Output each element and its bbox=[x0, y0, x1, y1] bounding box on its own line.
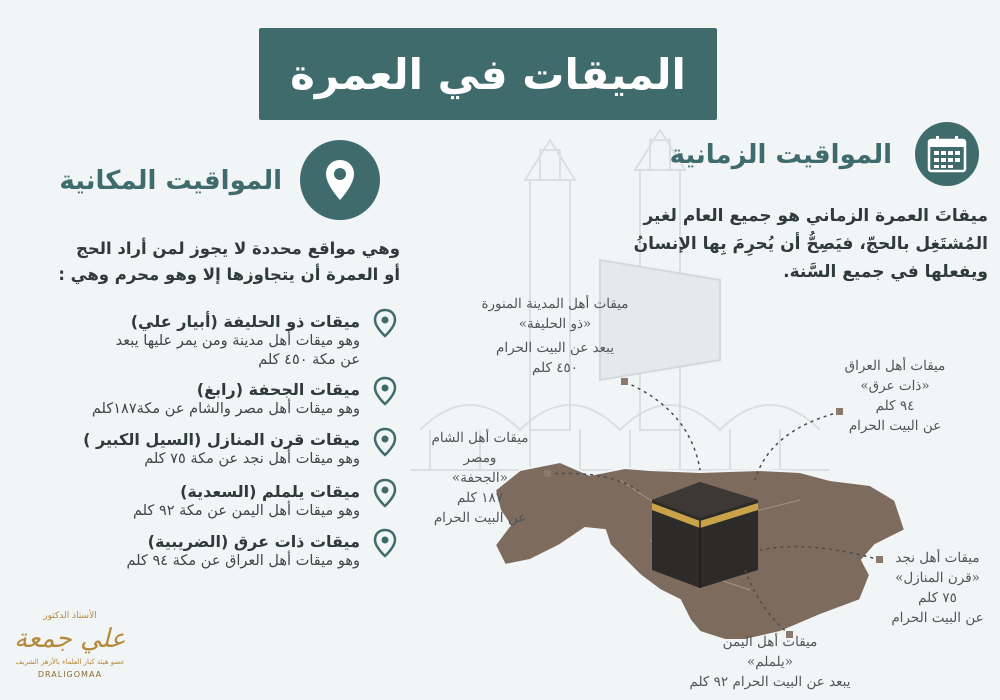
page-title: الميقات في العمرة bbox=[290, 49, 686, 99]
temporal-line: ميقاتَ العمرة الزماني هو جميع العام لغير bbox=[643, 206, 988, 226]
map-label-yemen bbox=[680, 632, 860, 692]
location-pin-icon bbox=[372, 528, 398, 558]
miqat-name: ميقات يلملم (السعدية) bbox=[180, 482, 360, 501]
map-label-line: ٧٥ كلم bbox=[918, 590, 957, 606]
miqat-desc: وهو ميقات أهل العراق عن مكة ٩٤ كلم bbox=[126, 553, 360, 569]
map-label-line: عن البيت الحرام bbox=[848, 418, 942, 434]
map-label-line: ميقات أهل اليمن bbox=[722, 634, 818, 650]
miqat-desc: وهو ميقات أهل اليمن عن مكة ٩٢ كلم bbox=[132, 503, 360, 519]
miqat-item-dhul-hulayfah bbox=[116, 312, 360, 370]
map-label-medina bbox=[440, 294, 670, 378]
map-label-najd bbox=[880, 548, 995, 628]
miqat-item-yalamlam bbox=[133, 482, 360, 521]
temporal-section-title: المواقيت الزمانية bbox=[669, 140, 892, 170]
spatial-intro-line: وهي مواقع محددة لا يجوز لمن أراد الحج bbox=[76, 239, 400, 258]
map-label-line: ميقات أهل المدينة المنورة bbox=[481, 296, 629, 312]
map-label-line: عن البيت الحرام bbox=[891, 610, 984, 626]
calendar-icon bbox=[927, 135, 967, 173]
map-label-line: «ذات عرق» bbox=[860, 378, 930, 394]
map-label-line: ميقات أهل العراق bbox=[844, 358, 946, 374]
map-label-line: «قرن المنازل» bbox=[895, 570, 980, 586]
map-label-line: ومصر bbox=[463, 450, 497, 466]
map-label-line: «يلملم» bbox=[746, 654, 793, 670]
map-label-line: ١٨٧ كلم bbox=[457, 490, 503, 506]
author-logo bbox=[10, 610, 130, 692]
page-title-banner bbox=[259, 28, 717, 120]
miqat-name: ميقات ذو الحليفة (أبيار علي) bbox=[130, 312, 360, 331]
map-label-line: ٤٥٠ كلم bbox=[532, 360, 578, 376]
logo-subtitle: عضو هيئة كبار العلماء بالأزهر الشريف bbox=[15, 658, 125, 666]
calendar-icon-circle bbox=[915, 122, 979, 186]
map-label-line: يبعد عن البيت الحرام ٩٢ كلم bbox=[689, 674, 851, 690]
temporal-line: المُشتَغِل بالحجّ، فيَصِحُّ أن يُحرِمَ بِها الإنسانُ bbox=[633, 234, 988, 254]
map-label-line: «ذو الحليفة» bbox=[518, 316, 592, 332]
location-pin-icon bbox=[324, 158, 356, 202]
location-pin-icon bbox=[372, 376, 398, 406]
location-pin-icon bbox=[372, 427, 398, 457]
kaaba-illustration bbox=[652, 482, 758, 588]
spatial-section-title: المواقيت المكانية bbox=[59, 166, 282, 196]
location-pin-icon bbox=[372, 308, 398, 338]
miqat-name: ميقات ذات عرق (الضريبية) bbox=[147, 532, 360, 551]
map-label-line: ٩٤ كلم bbox=[875, 398, 915, 414]
temporal-line: ويفعلها في جميع السَّنة. bbox=[783, 262, 988, 282]
spatial-intro bbox=[30, 236, 400, 288]
spatial-intro-line: أو العمرة أن يتجاوزها إلا وهو محرم وهي : bbox=[58, 265, 400, 284]
map-label-iraq bbox=[815, 356, 975, 436]
map-label-line: ميقات أهل الشام bbox=[431, 430, 529, 446]
logo-url: DRALIGOMAA bbox=[37, 670, 103, 679]
map-label-line: ميقات أهل نجد bbox=[895, 550, 980, 566]
miqat-desc: وهو ميقات أهل نجد عن مكة ٧٥ كلم bbox=[144, 451, 360, 467]
location-pin-icon bbox=[372, 478, 398, 508]
miqat-name: ميقات قرن المنازل (السيل الكبير ) bbox=[83, 430, 360, 449]
miqat-name: ميقات الجحفة (رابغ) bbox=[196, 380, 360, 399]
miqat-item-qarn-al-manazil bbox=[83, 430, 360, 469]
miqat-item-dhat-irq bbox=[126, 532, 360, 571]
map-label-sham bbox=[420, 428, 540, 528]
logo-name: علي جمعة bbox=[14, 624, 126, 654]
map-label-line: عن البيت الحرام bbox=[433, 510, 527, 526]
location-pin-icon-circle bbox=[300, 140, 380, 220]
map-label-line: يبعد عن البيت الحرام bbox=[495, 340, 615, 356]
map-label-line: «الجحفة» bbox=[452, 470, 508, 486]
miqat-desc: وهو ميقات أهل مدينة ومن يمر عليها يبعد bbox=[115, 333, 360, 349]
miqat-desc: عن مكة ٤٥٠ كلم bbox=[258, 352, 360, 368]
logo-top-text: الأستاذ الدكتور bbox=[43, 611, 97, 621]
miqat-item-juhfah bbox=[92, 380, 360, 419]
temporal-description bbox=[568, 202, 988, 286]
miqat-desc: وهو ميقات أهل مصر والشام عن مكة١٨٧كلم bbox=[91, 401, 360, 417]
